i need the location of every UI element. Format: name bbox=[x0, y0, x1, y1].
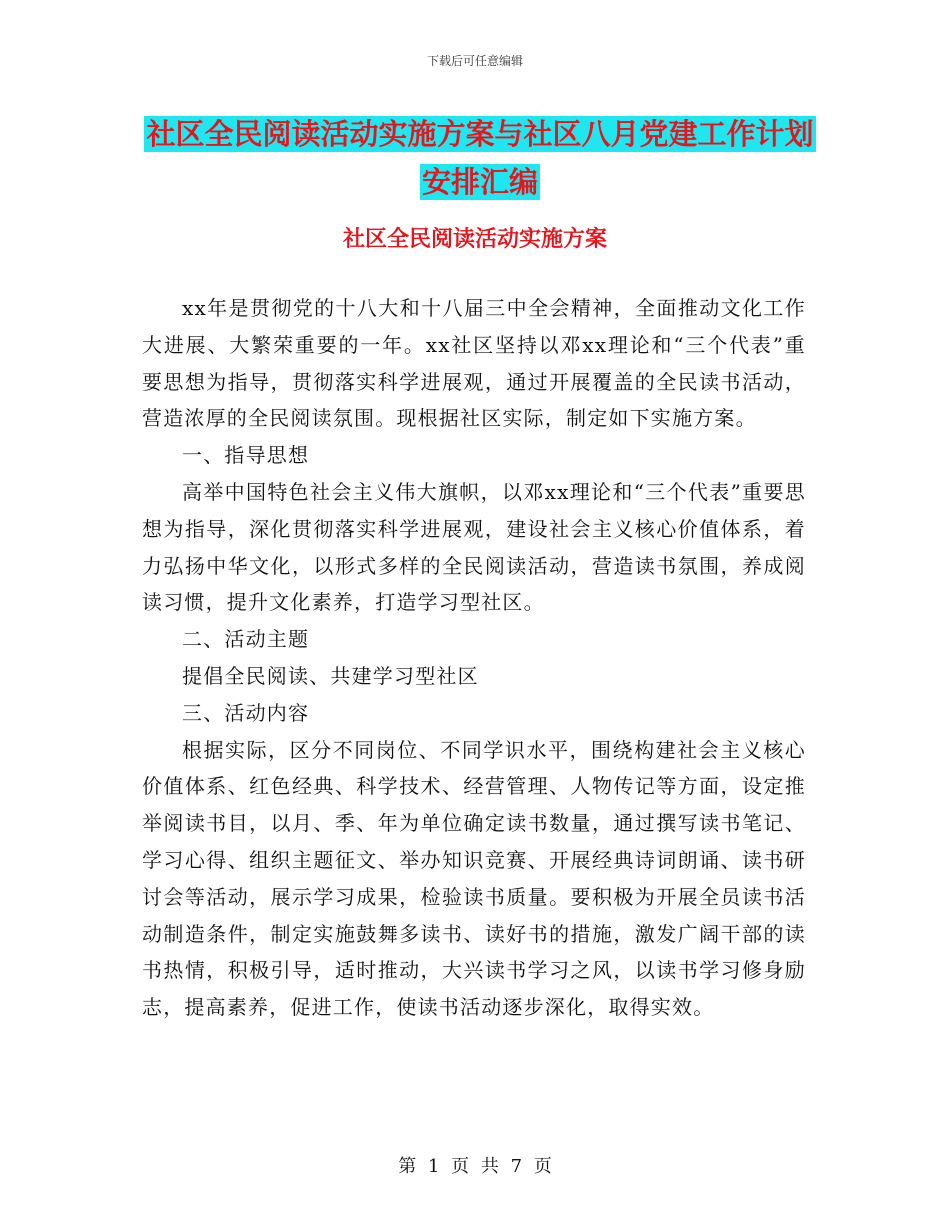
header-note: 下载后可任意编辑 bbox=[426, 54, 523, 68]
document-body bbox=[142, 290, 806, 1026]
page-footer: 第 1 页 共 7 页 bbox=[398, 1156, 552, 1177]
paragraph-activity-theme: 提倡全民阅读、共建学习型社区 bbox=[182, 663, 479, 688]
heading-guiding-ideology: 一、指导思想 bbox=[182, 443, 310, 468]
heading-activity-theme: 二、活动主题 bbox=[182, 627, 310, 652]
document-title-line-2: 安排汇编 bbox=[421, 165, 538, 199]
document-title bbox=[140, 110, 820, 206]
paragraph-activity-content: 根据实际，区分不同岗位、不同学识水平，围绕构建社会主义核心价值体系、红色经典、科学技术、经营管理、人物传记等方面，设定推举阅读书目，以月、季、年为单位确定读书数量，通过撰写读书笔记、学习心得、组织主题征文、举办知识竞赛、开展经典诗词朗诵、读书研讨会等活动，展示学习成果，检验读书质量。要积极为开展全员读书活动制造条件，制定实施鼓舞多读书、读好书的措施，激发广阔干部的读书热情，积极引导，适时推动，大兴读书学习之风，以读书学习修身励志，提高素养，促进工作，使读书活动逐步深化，取得实效。 bbox=[142, 737, 806, 1020]
document-title-line-1: 社区全民阅读活动实施方案与社区八月党建工作计划 bbox=[146, 117, 814, 151]
paragraph-guiding-ideology: 高举中国特色社会主义伟大旗帜，以邓xx理论和“三个代表”重要思想为指导，深化贯彻落实科学进展观，建设社会主义核心价值体系，着力弘扬中华文化，以形式多样的全民阅读活动，营造读书氛围，养成阅读习惯，提升文化素养，打造学习型社区。 bbox=[142, 479, 806, 615]
paragraph-intro: xx年是贯彻党的十八大和十八届三中全会精神，全面推动文化工作大进展、大繁荣重要的一年。xx社区坚持以邓xx理论和“三个代表”重要思想为指导，贯彻落实科学进展观，通过开展覆盖的全民读书活动，营造浓厚的全民阅读氛围。现根据社区实际，制定如下实施方案。 bbox=[142, 296, 806, 431]
section-title: 社区全民阅读活动实施方案 bbox=[342, 227, 607, 252]
heading-activity-content: 三、活动内容 bbox=[182, 700, 310, 725]
